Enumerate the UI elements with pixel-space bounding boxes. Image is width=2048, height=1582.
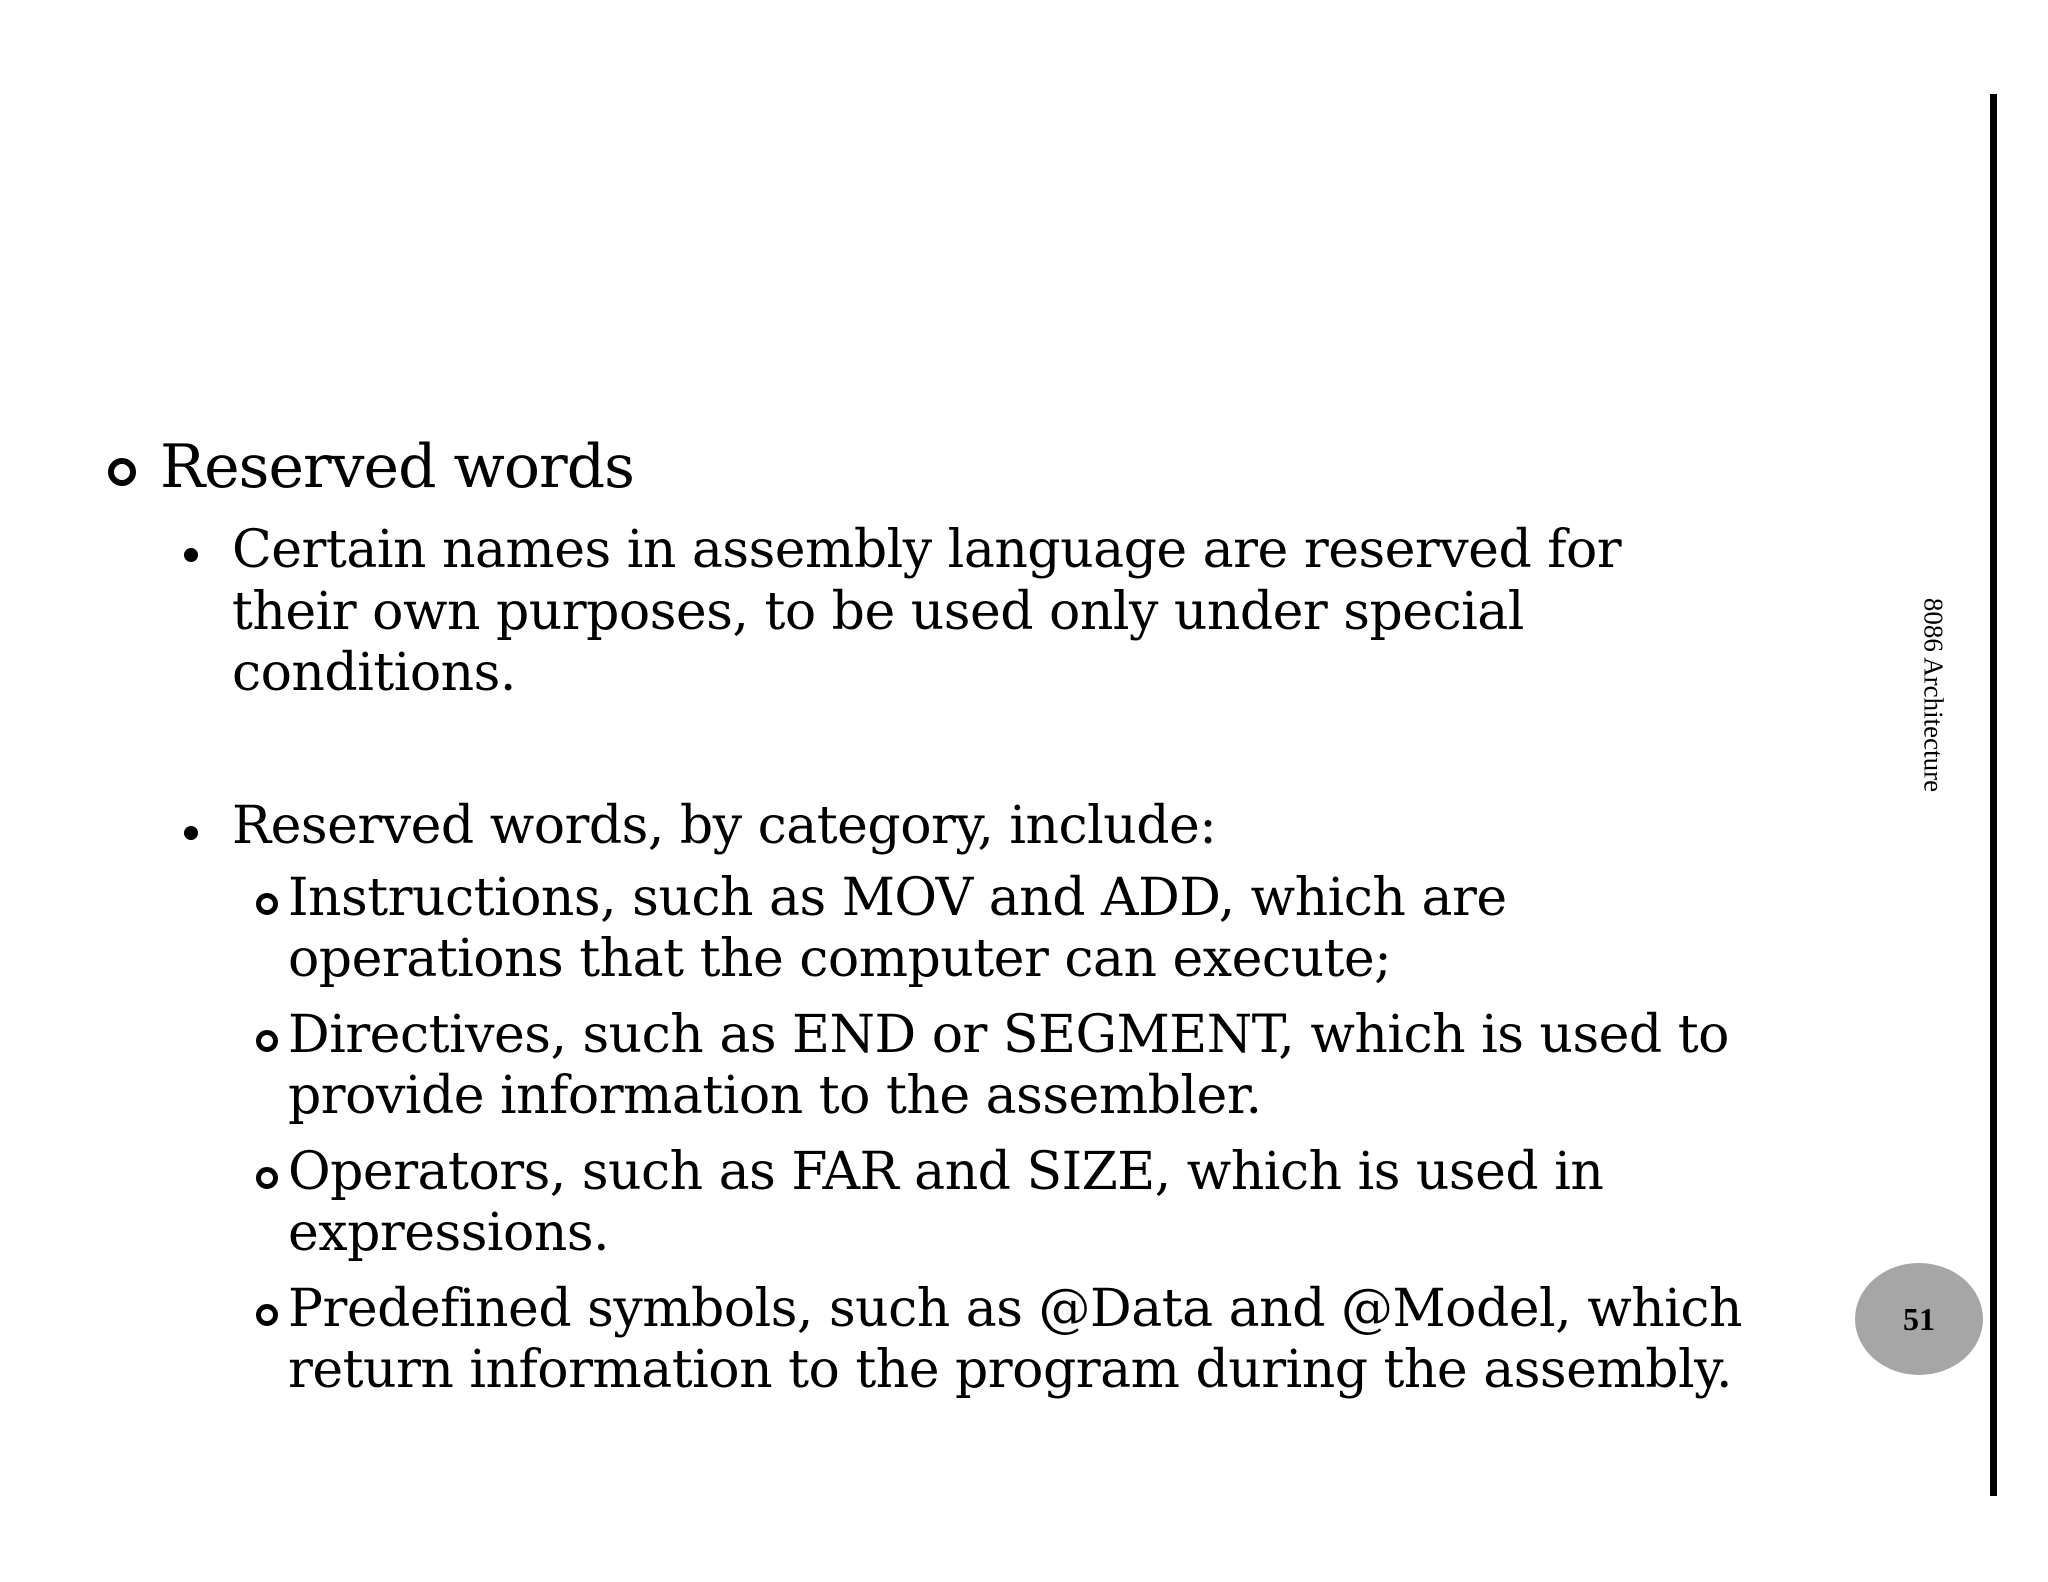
sub-item-1-line-2: operations that the computer can execute; <box>288 929 1392 989</box>
ring-bullet-icon <box>256 1030 278 1052</box>
sub-item-4-line-1: Predefined symbols, such as @Data and @Model, which <box>288 1279 1742 1339</box>
sub-item-2-line-2: provide information to the assembler. <box>288 1066 1262 1126</box>
sub-item-1-line-1: Instructions, such as MOV and ADD, which are <box>288 868 1507 928</box>
bullet-1-line-2: their own purposes, to be used only under special <box>232 582 1524 642</box>
filled-dot-bullet-icon <box>184 826 198 840</box>
ring-bullet-icon <box>256 1167 278 1189</box>
bullet-1-line-1: Certain names in assembly language are reserved for <box>232 520 1622 580</box>
page-number-badge <box>1855 1263 1983 1375</box>
right-vertical-rule <box>1990 94 1997 1496</box>
filled-dot-bullet-icon <box>184 548 198 562</box>
sub-item-2-line-1: Directives, such as END or SEGMENT, which is used to <box>288 1005 1729 1065</box>
side-label-text: 8086 Architecture <box>1918 597 1949 793</box>
sub-item-4-line-2: return information to the program during the assembly. <box>288 1340 1733 1400</box>
sub-item-3-line-2: expressions. <box>288 1203 610 1263</box>
ring-bullet-icon <box>256 1304 278 1326</box>
slide-heading: Reserved words <box>160 432 634 502</box>
ring-bullet-icon <box>108 458 136 486</box>
sub-item-3-line-1: Operators, such as FAR and SIZE, which is used in <box>288 1142 1604 1202</box>
page-number: 51 <box>1903 1300 1935 1337</box>
ring-bullet-icon <box>256 893 278 915</box>
bullet-1-line-3: conditions. <box>232 643 516 703</box>
bullet-2-line-1: Reserved words, by category, include: <box>232 796 1217 856</box>
